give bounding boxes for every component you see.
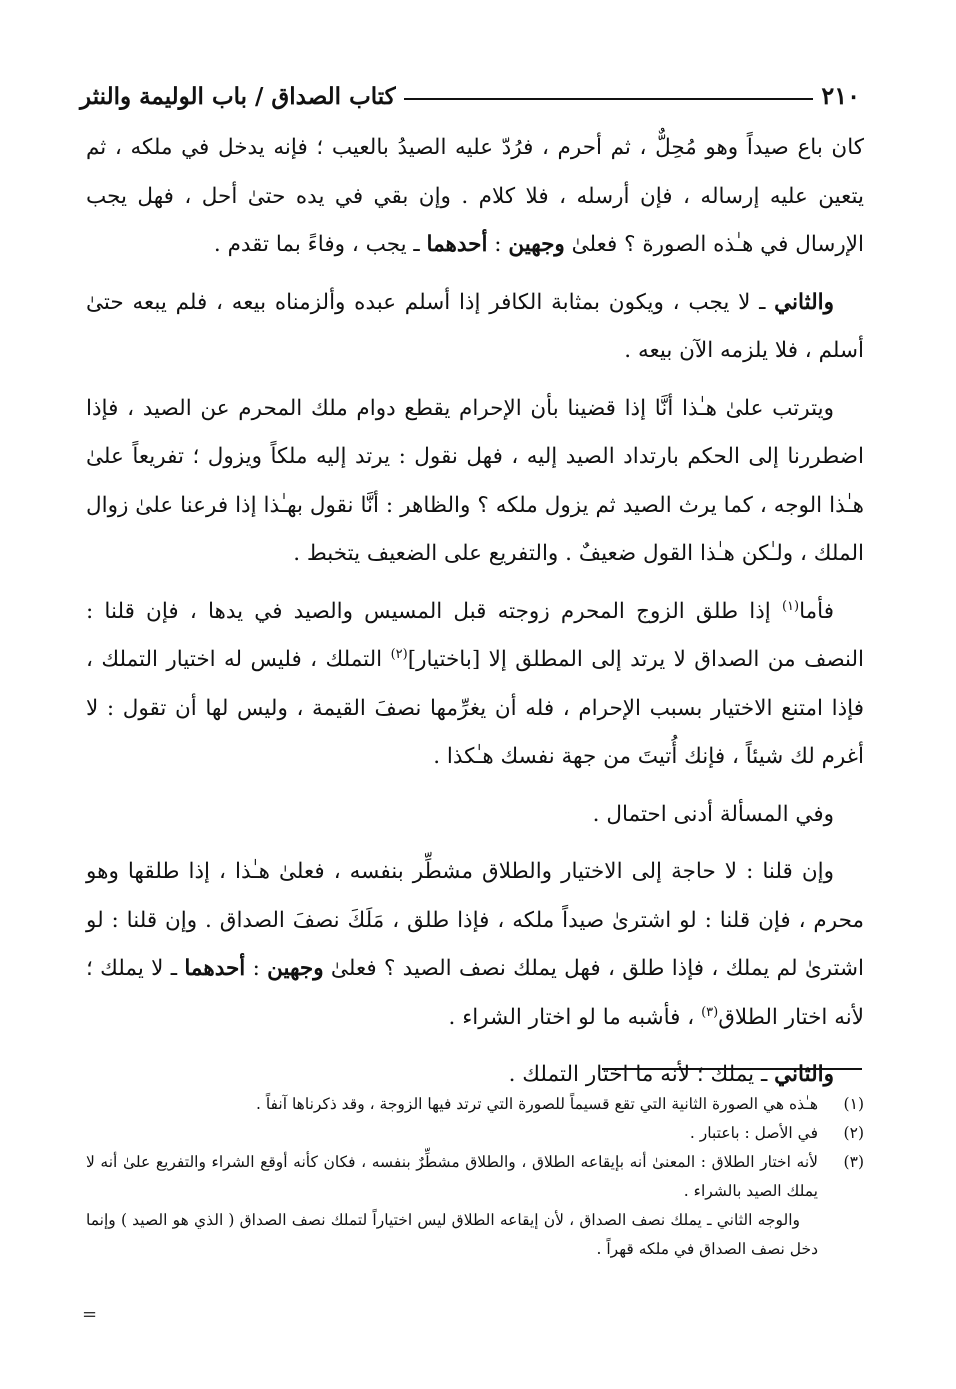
main-text (86, 124, 864, 1100)
footnote-separator (602, 1068, 862, 1070)
paragraph-1: كان باع صيداً وهو مُحِلٌّ ، ثم أحرم ، فرُدّ عليه الصيدُ بالعيب ؛ فإنه يدخل في ملكه ، ثم يتعين عليه إرساله ، فإن أرسله ، فلا كلام . وإن بقي في يده حتىٰ أحل ، فهل يجب الإرسال في هـٰذه الصورة ؟ فعلىٰ وجهين : أحدهما ـ يجب ، وفاءً بما تقدم . (86, 135, 864, 257)
footnote-text: في الأصل : باعتبار . (689, 1124, 818, 1142)
page-number: ٢١٠ (821, 81, 860, 110)
footnote-3 (86, 1148, 864, 1206)
bold-term: أحدهما (426, 232, 488, 257)
bold-term: والثاني (774, 1062, 834, 1087)
paragraph-7: والثاني ـ يملك ؛ لأنه ما اختار التملك . (508, 1062, 834, 1087)
running-header (80, 70, 860, 110)
bold-term: أحدهما (184, 956, 246, 981)
footnote-2 (86, 1119, 864, 1148)
footnote-3-continuation: والوجه الثاني ـ يملك نصف الصداق ، لأن إيقاعه الطلاق ليس اختياراً لتملك نصف الصداق ( الذي هو الصيد ) وإنما دخل نصف الصداق في ملكه قهراً . (86, 1211, 818, 1258)
running-title: كتاب الصداق / باب الوليمة والنثر (80, 83, 396, 110)
header-rule (404, 98, 814, 100)
footnote-number: (٢) (843, 1124, 864, 1142)
paragraph-5: وفي المسألة أدنى احتمال . (592, 801, 834, 827)
footnote-ref-1[interactable]: (١) (781, 598, 800, 614)
bold-term: وجهين (508, 232, 565, 257)
paragraph-2: والثاني ـ لا يجب ، ويكون بمثابة الكافر إذا أسلم عبده وألزمناه بيعه ، فلم يبعه حتىٰ أسلم ، فلا يلزمه الآن بيعه . (86, 289, 864, 363)
paragraph-4: فأما$^{(١)}$ إذا طلق الزوج المحرم زوجته قبل المسيس والصيد في يدها ، فإن قلنا : النصف من الصداق لا يرتد إلى المطلق إلا [باختيار]$^{(٢)}$ التملك ، فليس له اختيار التملك ، فإذا امتنع الاختيار بسبب الإحرام ، فله أن يغرِّمها نصفَ القيمة ، وليس لها أن تقول : لا أغرم لك شيئاً ، فإنك أُتيتَ من جهة نفسك هـٰكذا . (86, 598, 864, 769)
paragraph-6: وإن قلنا : لا حاجة إلى الاختيار والطلاق مشطِّر بنفسه ، فعلىٰ هـٰذا ، إذا طلقها وهو محرم ، فإن قلنا : لو اشترىٰ صيداً ملكه ، فإذا طلق ، مَلَكَ نصفَ الصداق . وإن قلنا : لو اشترىٰ لم يملك ، فإذا طلق ، فهل يملك نصف الصيد ؟ فعلىٰ وجهين : أحدهما ـ لا يملك ؛ لأنه اختار الطلاق$^{(٣)}$ ، فأشبه ما لو اختار الشراء . (86, 859, 865, 1030)
bold-term: وجهين (267, 956, 324, 981)
bold-term: والثاني (774, 289, 834, 315)
footnotes (86, 1090, 864, 1264)
paragraph-3: ويترتب علىٰ هـٰذا أنَّا إذا قضينا بأن الإحرام يقطع دوام ملك المحرم عن الصيد ، فإذا اضطررنا إلى الحكم بارتداد الصيد إليه ، فهل نقول : يرتد إليه ملكاً ويزول ؛ تفريعاً علىٰ هـٰذا الوجه ، كما يرث الصيد ثم يزول ملكه ؟ والظاهر : أنَّا نقول بهـٰذا إذا فرعنا علىٰ زوال الملك ، ولـٰكن هـٰذا القول ضعيفٌ . والتفريع على الضعيف يتخبط . (86, 395, 864, 566)
footnote-ref-2[interactable]: (٢) (390, 646, 408, 662)
footnote-text: هـٰذه هي الصورة الثانية التي تقع قسيماً للصورة التي ترتد فيها الزوجة ، وقد ذكرناها آنفاً . (255, 1095, 818, 1113)
footnote-ref-3[interactable]: (٣) (701, 1004, 719, 1020)
continuation-mark: = (82, 1304, 98, 1325)
footnote-text: لأنه اختار الطلاق : المعنىٰ أنه بإيقاعه الطلاق ، والطلاق مشطِّرٌ بنفسه ، فكان كأنه أوقع الشراء والتفريع علىٰ أنه لا يملك الصيد بالشراء . (86, 1153, 818, 1200)
footnote-1 (86, 1090, 864, 1119)
footnote-number: (١) (843, 1095, 864, 1113)
footnote-number: (٣) (843, 1153, 864, 1171)
